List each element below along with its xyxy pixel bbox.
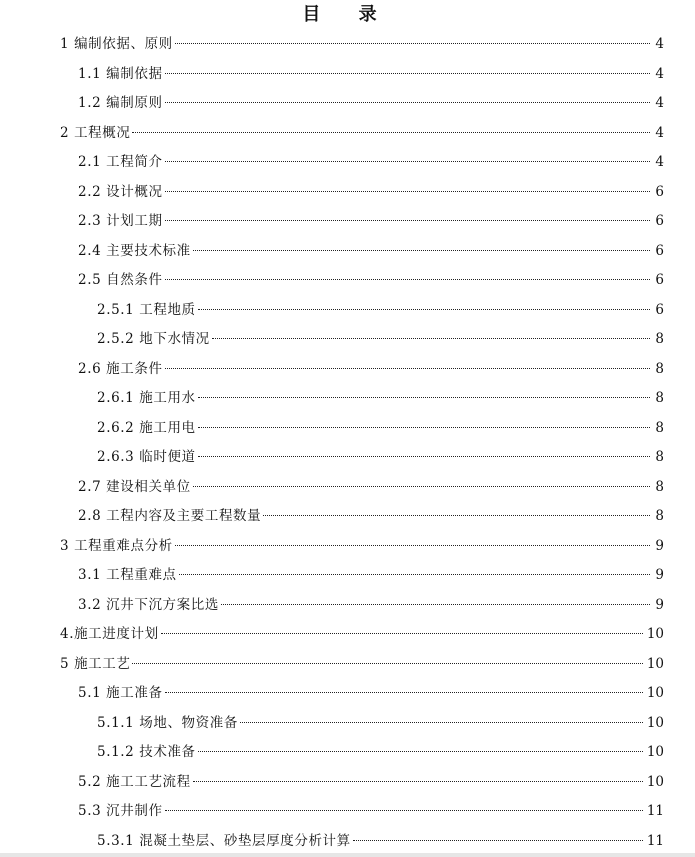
toc-entry[interactable]: [78, 210, 664, 232]
toc-dot-leader: [165, 368, 650, 369]
toc-entry-label: 5.1.2 技术准备: [97, 744, 196, 760]
toc-entry-label: 5.1.1 场地、物资准备: [97, 714, 238, 731]
toc-page-number: 11: [646, 832, 664, 849]
toc-entry-label: 4.施工进度计划: [60, 626, 159, 642]
toc-entry[interactable]: [78, 771, 664, 793]
toc-page-number: 6: [655, 301, 664, 318]
toc-dot-leader: [175, 545, 650, 546]
toc-entry-label: 3 工程重难点分析: [60, 537, 173, 554]
toc-entry-label: 5.2 施工工艺流程: [78, 773, 191, 790]
toc-page-number: 8: [655, 419, 664, 436]
toc-page-number: 10: [646, 685, 664, 701]
toc-dot-leader: [221, 604, 650, 605]
toc-entry-label: 2.6.1 施工用水: [97, 390, 196, 406]
toc-entry[interactable]: [60, 653, 664, 675]
toc-dot-leader: [193, 486, 650, 487]
toc-page-number: 9: [655, 596, 664, 613]
toc-dot-leader: [198, 397, 650, 398]
toc-dot-leader: [165, 692, 643, 693]
toc-page-number: 10: [646, 655, 664, 672]
toc-entry-label: 3.1 工程重难点: [78, 567, 177, 583]
toc-entry[interactable]: [78, 594, 664, 616]
toc-entry[interactable]: [78, 682, 664, 704]
toc-entry-label: 2.1 工程简介: [78, 154, 163, 170]
toc-title: 目 录: [302, 4, 393, 25]
toc-entry-label: 1.2 编制原则: [78, 95, 163, 111]
toc-entry[interactable]: [97, 712, 664, 734]
toc-dot-leader: [165, 73, 650, 74]
toc-entry-label: 2.6.2 施工用电: [97, 419, 196, 436]
toc-dot-leader: [198, 309, 650, 310]
toc-dot-leader: [161, 633, 643, 634]
toc-page-number: 9: [655, 567, 664, 583]
toc-page-number: 10: [646, 714, 664, 731]
toc-page-number: 8: [655, 478, 664, 495]
toc-page-number: 8: [655, 360, 664, 377]
toc-entry[interactable]: [78, 476, 664, 498]
toc-dot-leader: [198, 456, 650, 457]
toc-page-number: 6: [655, 242, 664, 259]
toc-dot-leader: [175, 43, 650, 44]
toc-entry[interactable]: [97, 741, 664, 763]
toc-entry[interactable]: [78, 181, 664, 203]
toc-entry[interactable]: [97, 328, 664, 350]
toc-entry[interactable]: [78, 800, 664, 822]
toc-dot-leader: [165, 102, 650, 103]
toc-page-number: 8: [655, 331, 664, 347]
toc-dot-leader: [240, 722, 643, 723]
toc-dot-leader: [165, 279, 650, 280]
toc-page-number: 10: [646, 773, 664, 790]
toc-entry-label: 5.1 施工准备: [78, 685, 163, 701]
toc-entry-label: 2.5.2 地下水情况: [97, 331, 210, 347]
toc-page-number: 10: [646, 744, 664, 760]
toc-entry-label: 2.8 工程内容及主要工程数量: [78, 508, 262, 524]
toc-page-number: 8: [655, 390, 664, 406]
toc-entry-label: 2.3 计划工期: [78, 213, 163, 229]
toc-entry[interactable]: [78, 92, 664, 114]
toc-entry-label: 3.2 沉井下沉方案比选: [78, 596, 219, 613]
toc-entry[interactable]: [60, 535, 664, 557]
toc-dot-leader: [353, 840, 643, 841]
toc-entry-label: 2.7 建设相关单位: [78, 478, 191, 495]
toc-entry-label: 1.1 编制依据: [78, 65, 163, 82]
toc-entry[interactable]: [97, 299, 664, 321]
toc-page-number: 4: [655, 95, 664, 111]
toc-dot-leader: [179, 574, 650, 575]
toc-page-number: 4: [655, 36, 664, 52]
toc-page-number: 4: [655, 154, 664, 170]
toc-entry[interactable]: [78, 240, 664, 262]
toc-page-number: 11: [646, 803, 664, 819]
toc-dot-leader: [198, 751, 643, 752]
toc-page-number: 6: [655, 183, 664, 200]
toc-entry-label: 5.3.1 混凝土垫层、砂垫层厚度分析计算: [97, 832, 351, 849]
toc-entry[interactable]: [97, 830, 664, 852]
toc-entry-label: 2.5.1 工程地质: [97, 301, 196, 318]
toc-dot-leader: [212, 338, 650, 339]
toc-entry[interactable]: [97, 446, 664, 468]
toc-entry-label: 2.4 主要技术标准: [78, 242, 191, 259]
toc-dot-leader: [193, 781, 643, 782]
toc-entry[interactable]: [60, 623, 664, 645]
toc-page-number: 8: [655, 449, 664, 465]
toc-entry[interactable]: [78, 63, 664, 85]
toc-entry-label: 2.6 施工条件: [78, 360, 163, 377]
toc-dot-leader: [263, 515, 650, 516]
toc-page-number: 4: [655, 65, 664, 82]
toc-page-number: 6: [655, 213, 664, 229]
toc-entry[interactable]: [78, 151, 664, 173]
toc-dot-leader: [198, 427, 650, 428]
toc-dot-leader: [132, 132, 650, 133]
toc-page-number: 8: [655, 508, 664, 524]
toc-entry[interactable]: [60, 33, 664, 55]
toc-entry-label: 2 工程概况: [60, 124, 131, 141]
toc-dot-leader: [193, 250, 650, 251]
toc-entry-label: 5.3 沉井制作: [78, 803, 163, 819]
toc-entry[interactable]: [60, 122, 664, 144]
toc-dot-leader: [165, 161, 650, 162]
toc-dot-leader: [132, 663, 642, 664]
toc-entry[interactable]: [97, 417, 664, 439]
toc-dot-leader: [165, 220, 650, 221]
toc-page-number: 9: [655, 537, 664, 554]
toc-entry-label: 2.6.3 临时便道: [97, 449, 196, 465]
toc-entry[interactable]: [78, 269, 664, 291]
toc-entry[interactable]: [97, 387, 664, 409]
toc-entry-label: 5 施工工艺: [60, 655, 131, 672]
toc-entry[interactable]: [78, 358, 664, 380]
toc-page-number: 10: [646, 626, 664, 642]
toc-page-number: 4: [655, 124, 664, 141]
toc-entry-label: 2.5 自然条件: [78, 272, 163, 288]
page-bottom-edge: [0, 853, 695, 857]
toc-page-number: 6: [655, 272, 664, 288]
toc-entry[interactable]: [78, 505, 664, 527]
toc-entry-label: 2.2 设计概况: [78, 183, 163, 200]
toc-entry-label: 1 编制依据、原则: [60, 36, 173, 52]
toc-dot-leader: [165, 810, 643, 811]
toc-dot-leader: [165, 191, 650, 192]
toc-entry[interactable]: [78, 564, 664, 586]
